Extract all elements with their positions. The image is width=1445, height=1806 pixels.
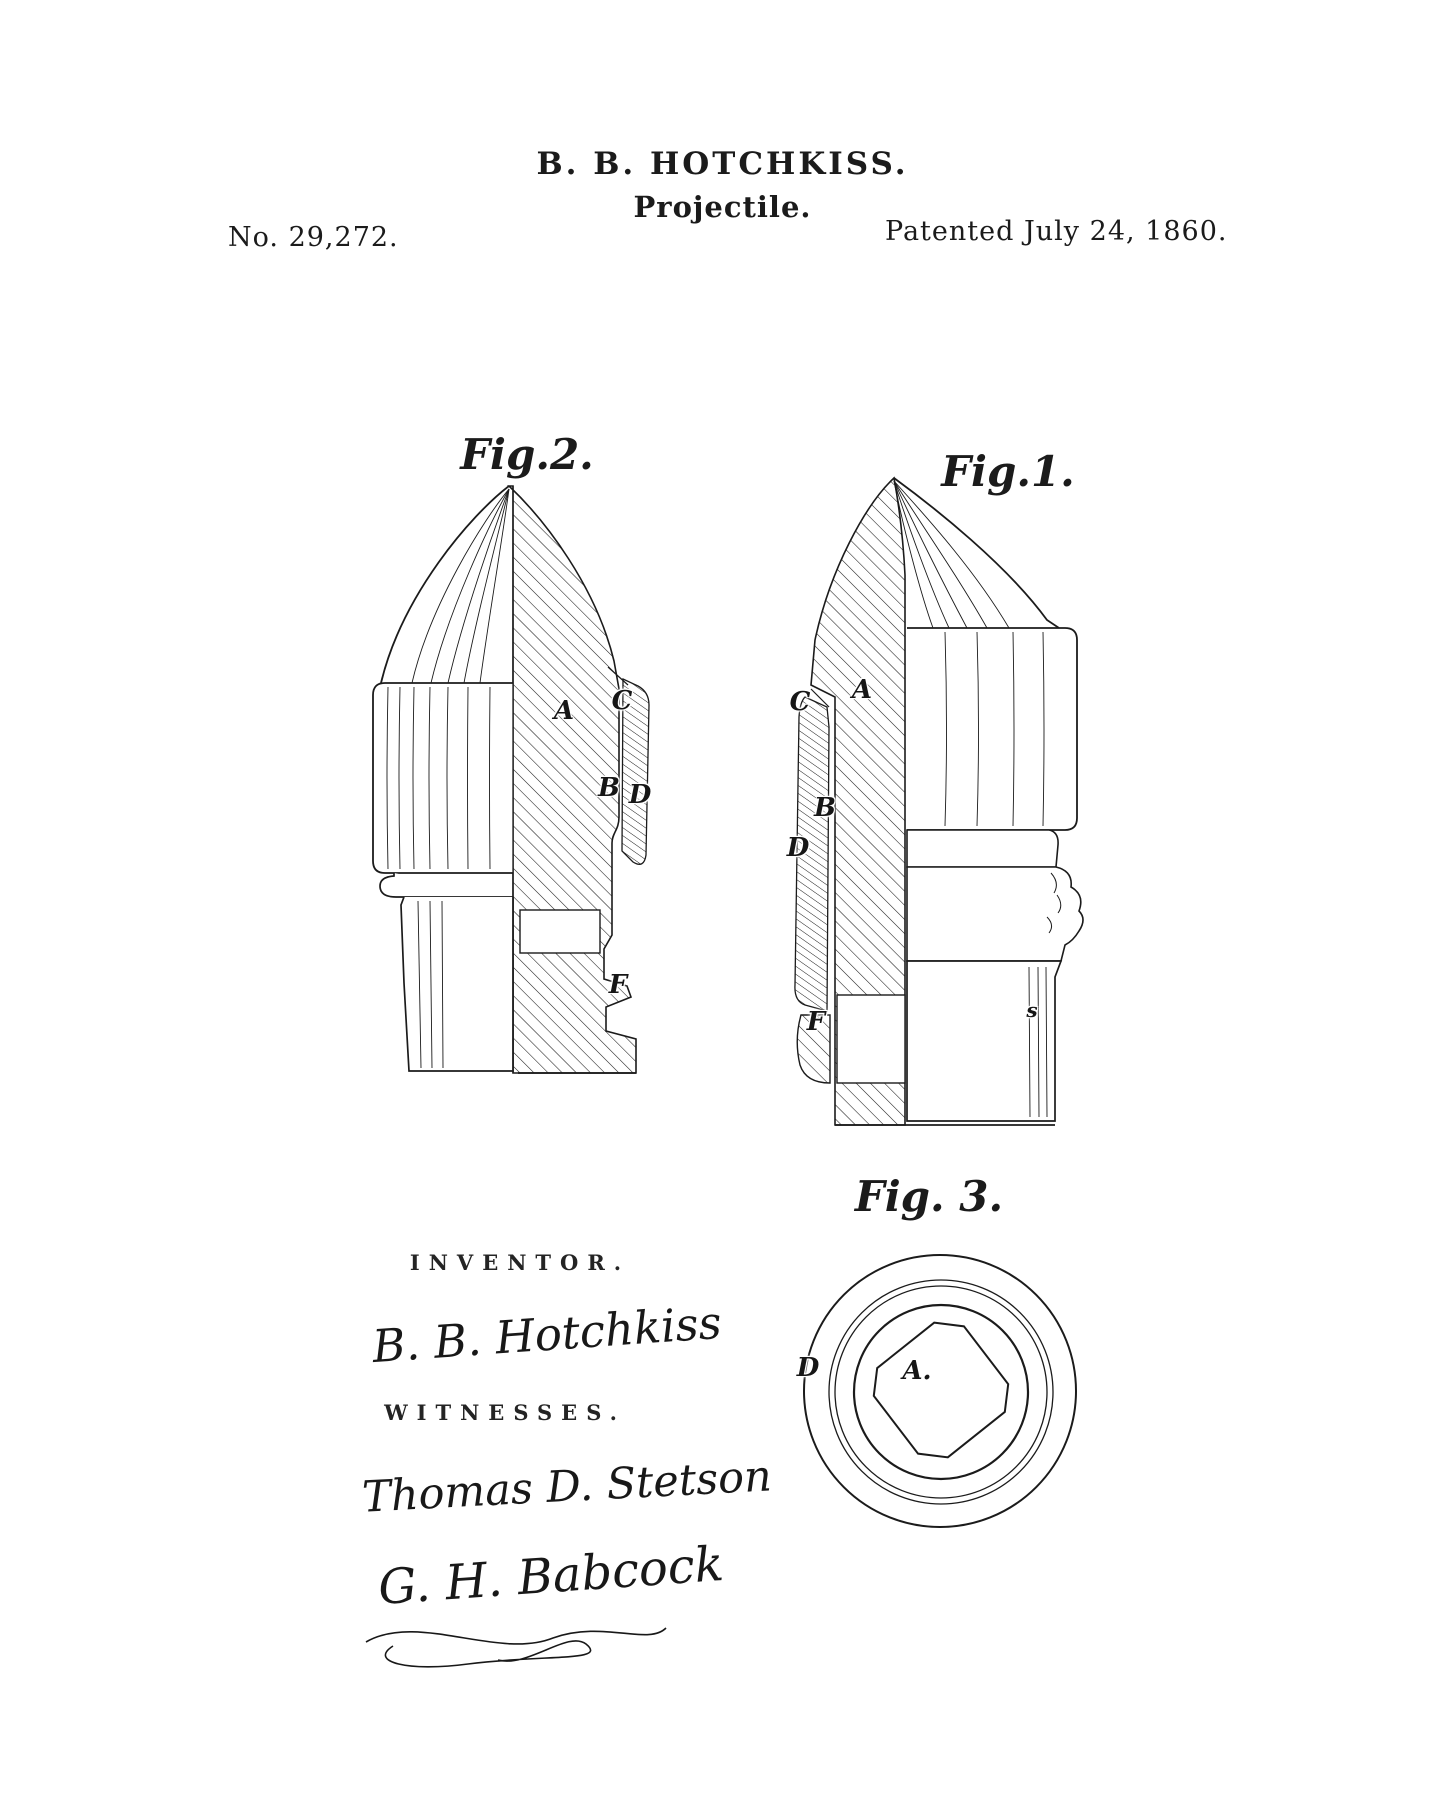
figure-2-drawing bbox=[368, 483, 678, 1083]
fig2-part-label-f: F bbox=[608, 970, 628, 1000]
figure-1-drawing bbox=[785, 475, 1085, 1135]
fig2-part-label-a: A bbox=[553, 696, 575, 726]
signature-flourish bbox=[348, 1604, 678, 1674]
fig1-part-label-d: D bbox=[786, 833, 810, 863]
inventor-heading: INVENTOR. bbox=[409, 1250, 631, 1275]
fig1-part-label-b: B bbox=[814, 793, 836, 823]
fig3-rear-view-svg bbox=[790, 1240, 1090, 1540]
fig1-part-label-a: A bbox=[851, 675, 873, 705]
fig2-part-label-c: C bbox=[611, 686, 633, 716]
patent-number: No. 29,272. bbox=[228, 222, 399, 253]
fig1-part-label-s: s bbox=[1026, 998, 1038, 1022]
fig1-label: Fig.1. bbox=[941, 447, 1075, 496]
inventor-signature: B. B. Hotchkiss bbox=[370, 1295, 724, 1374]
fig2-part-label-b: B bbox=[598, 773, 620, 803]
figure-3-drawing bbox=[790, 1240, 1090, 1540]
witness1-signature: Thomas D. Stetson bbox=[360, 1451, 773, 1523]
witnesses-heading: WITNESSES. bbox=[384, 1400, 626, 1425]
inventor-title: B. B. HOTCHKISS. bbox=[536, 146, 909, 182]
fig1-part-label-c: C bbox=[789, 687, 811, 717]
patent-date: Patented July 24, 1860. bbox=[885, 216, 1228, 247]
witness2-signature: G. H. Babcock bbox=[376, 1536, 726, 1616]
fig3-part-label-d: D bbox=[796, 1353, 820, 1383]
fig2-part-label-d: D bbox=[628, 780, 652, 810]
fig3-label: Fig. 3. bbox=[854, 1172, 1004, 1221]
fig2-label: Fig.2. bbox=[460, 430, 594, 479]
fig1-part-label-f: F bbox=[806, 1007, 826, 1037]
fig3-part-label-a: A. bbox=[902, 1356, 932, 1386]
invention-title: Projectile. bbox=[633, 190, 812, 224]
